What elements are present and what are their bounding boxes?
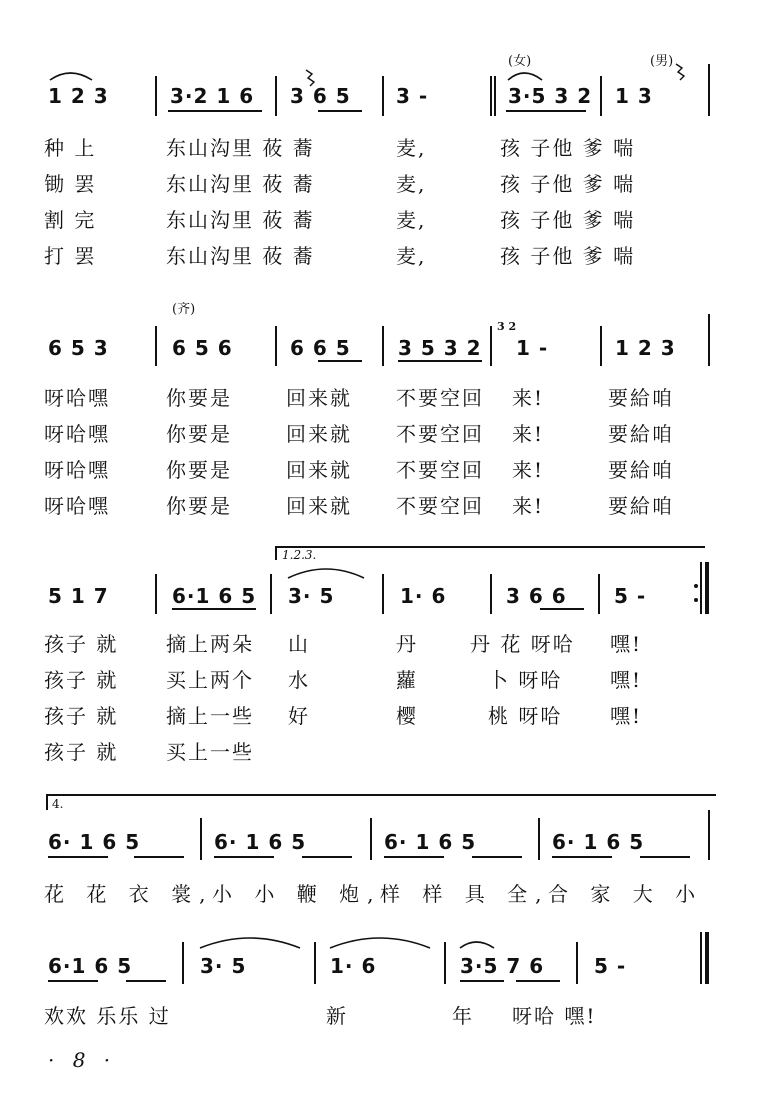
lyric: 打 罢: [44, 244, 97, 268]
lyric: 东山沟里 莜 蕎: [166, 136, 315, 160]
lyric: 来!: [512, 422, 545, 446]
lyric: 你要是: [166, 494, 232, 518]
lyric: 要給咱: [608, 386, 674, 410]
lyric: 样 样 具 全,: [380, 882, 550, 906]
lyric: 孩 子他 爹 喘: [500, 208, 636, 232]
lyric: 你要是: [166, 458, 232, 482]
note-group: 6· 1 6 5: [214, 830, 307, 854]
lyric: 不要空回: [396, 422, 484, 446]
lyric: 孩子 就: [44, 704, 119, 728]
grace-notes: 3 2: [497, 320, 517, 333]
lyric: 来!: [512, 458, 545, 482]
lyric: 摘上一些: [166, 704, 254, 728]
lyric: 嘿!: [610, 704, 643, 728]
lyric: 买上一些: [166, 740, 254, 764]
lyric: 麦,: [396, 136, 427, 160]
lyric: 樱: [396, 704, 418, 728]
lyric: 东山沟里 莜 蕎: [166, 244, 315, 268]
lyric: 呀哈嘿: [44, 422, 110, 446]
lyric: 回来就: [286, 494, 352, 518]
lyric: 孩子 就: [44, 668, 119, 692]
lyric: 麦,: [396, 208, 427, 232]
note-group: 5 1 7: [48, 584, 109, 608]
slur: [50, 73, 92, 80]
lyric: 丹: [396, 632, 418, 656]
lyric: 回来就: [286, 422, 352, 446]
lyric: 花 花 衣 裳,: [44, 882, 214, 906]
slur: [200, 938, 300, 948]
lyric: 你要是: [166, 422, 232, 446]
note-group: 6·1 6 5: [48, 954, 133, 978]
unison-mark: (齐): [172, 302, 196, 317]
lyric: 呀哈嘿: [44, 458, 110, 482]
note-group: 3 5 3 2: [398, 336, 482, 360]
lyric: 孩 子他 爹 喘: [500, 244, 636, 268]
lyric: 东山沟里 莜 蕎: [166, 172, 315, 196]
lyric: 孩 子他 爹 喘: [500, 172, 636, 196]
lyric: 来!: [512, 386, 545, 410]
lyric: 桃 呀哈: [488, 704, 563, 728]
note-group: 1· 6: [400, 584, 447, 608]
lyric: 割 完: [44, 208, 97, 232]
slur: [508, 73, 542, 80]
lyric: 不要空回: [396, 458, 484, 482]
note-group: 3 -: [396, 84, 429, 108]
note-group: 1 2 3: [48, 84, 109, 108]
note-group: 1· 6: [330, 954, 377, 978]
lyric: 回来就: [286, 386, 352, 410]
lyric: 合 家 大 小: [548, 882, 704, 906]
lyric: 蘿: [396, 668, 418, 692]
lyric: 要給咱: [608, 494, 674, 518]
lyric: 不要空回: [396, 386, 484, 410]
lyric: 孩 子他 爹 喘: [500, 136, 636, 160]
lyric: 你要是: [166, 386, 232, 410]
note-group: 6·1 6 5: [172, 584, 257, 608]
breath-mark: [306, 70, 314, 86]
slur: [288, 569, 364, 578]
note-group: 6· 1 6 5: [48, 830, 141, 854]
note-group: 6· 1 6 5: [384, 830, 477, 854]
male-mark: (男): [650, 54, 674, 69]
lyric: 麦,: [396, 244, 427, 268]
lyric: 卜 呀哈: [488, 668, 563, 692]
lyric: 小 小 鞭 炮,: [212, 882, 382, 906]
lyric: 麦,: [396, 172, 427, 196]
note-group: 6 6 5: [290, 336, 351, 360]
lyric: 呀哈 嘿!: [512, 1004, 597, 1028]
lyric: 买上两个: [166, 668, 254, 692]
lyric: 不要空回: [396, 494, 484, 518]
ending-1-2-3: 1.2.3.: [282, 548, 317, 562]
lyric: 呀哈嘿: [44, 494, 110, 518]
lyric: 新: [326, 1004, 348, 1028]
note-group: 3· 5: [288, 584, 335, 608]
lyric: 要給咱: [608, 458, 674, 482]
note-group: 5 -: [614, 584, 647, 608]
note-group: 3 6 6: [506, 584, 567, 608]
note-group: 3· 5: [200, 954, 247, 978]
note-group: 6 5 3: [48, 336, 109, 360]
lyric: 山: [288, 632, 310, 656]
slur: [330, 938, 430, 948]
lyric: 好: [288, 704, 310, 728]
lyric: 来!: [512, 494, 545, 518]
note-group: 6· 1 6 5: [552, 830, 645, 854]
lyric: 东山沟里 莜 蕎: [166, 208, 315, 232]
slur: [460, 942, 494, 948]
page-number: · 8 ·: [48, 1048, 117, 1072]
lyric: 孩子 就: [44, 740, 119, 764]
lyric: 回来就: [286, 458, 352, 482]
lyric: 呀哈嘿: [44, 386, 110, 410]
note-group: 3·5 3 2: [508, 84, 593, 108]
note-group: 3·5 7 6: [460, 954, 545, 978]
ending-4: 4.: [52, 797, 64, 811]
lyric: 孩子 就: [44, 632, 119, 656]
breath-mark: [676, 64, 684, 80]
lyric: 种 上: [44, 136, 97, 160]
note-group: 1 2 3: [615, 336, 676, 360]
lyric: 嘿!: [610, 668, 643, 692]
lyric: 嘿!: [610, 632, 643, 656]
lyric: 年: [452, 1004, 474, 1028]
lyric: 丹 花 呀哈: [470, 632, 575, 656]
lyric: 锄 罢: [44, 172, 97, 196]
lyric: 水: [288, 668, 310, 692]
lyric: 摘上两朵: [166, 632, 254, 656]
note-group: 1 -: [516, 336, 549, 360]
lyric: 欢欢 乐乐 过: [44, 1004, 171, 1028]
note-group: 5 -: [594, 954, 627, 978]
note-group: 6 5 6: [172, 336, 233, 360]
lyric: 要給咱: [608, 422, 674, 446]
note-group: 3·2 1 6: [170, 84, 255, 108]
note-group: 1 3: [615, 84, 653, 108]
female-mark: (女): [508, 54, 532, 69]
note-group: 3 6 5: [290, 84, 351, 108]
